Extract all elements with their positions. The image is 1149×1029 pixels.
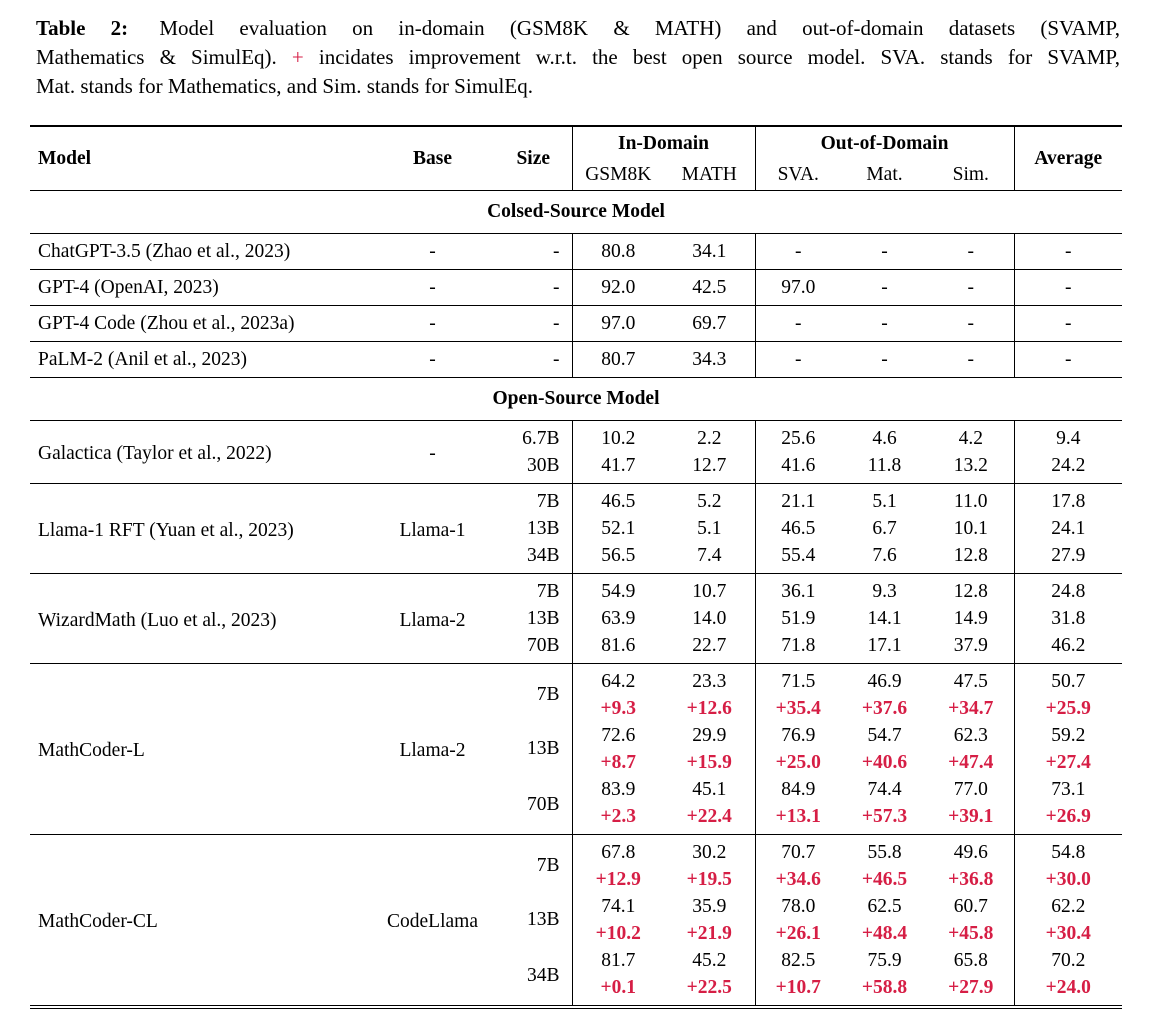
delta-cell: +24.0 <box>1014 974 1122 1007</box>
score-cell: 69.7 <box>664 306 755 342</box>
base-cell: - <box>370 421 495 484</box>
score-cell: 24.8 <box>1014 574 1122 606</box>
caption-text: Mathematics & SimulEq). <box>36 45 277 69</box>
score-cell: 54.7 <box>867 724 902 746</box>
score-cell: 81.6 <box>572 632 664 664</box>
size-cell: 6.7B <box>495 421 572 453</box>
delta-cell: +45.8 <box>948 922 994 944</box>
red-plus-sign: + <box>291 45 304 69</box>
score-cell: 17.1 <box>867 634 902 656</box>
score-cell: - <box>928 342 1014 378</box>
score-cell: 13.2 <box>953 454 988 476</box>
delta-cell: +12.9 <box>572 866 664 893</box>
delta-cell: +10.2 <box>572 920 664 947</box>
delta-cell: +26.9 <box>1014 803 1122 835</box>
caption-line-1 <box>36 14 1120 43</box>
delta-cell: +34.7 <box>948 697 994 719</box>
score-cell: 54.8 <box>1014 835 1122 867</box>
score-cell: 21.1 <box>755 484 841 516</box>
score-cell: 55.4 <box>755 542 841 574</box>
caption-line-2 <box>36 43 1120 72</box>
delta-cell: +13.1 <box>755 803 841 835</box>
delta-cell: +58.8 <box>861 976 908 998</box>
score-cell: 81.7 <box>572 947 664 974</box>
col-header-math: MATH <box>664 160 755 191</box>
section-title: Open-Source Model <box>30 378 1122 421</box>
score-cell: 22.7 <box>692 634 727 656</box>
delta-cell: +34.6 <box>755 866 841 893</box>
table-row <box>30 234 1122 270</box>
delta-cell: +8.7 <box>572 749 664 776</box>
score-cell: - <box>1014 342 1122 378</box>
score-cell: 7.6 <box>872 544 897 566</box>
score-cell: 92.0 <box>572 270 664 306</box>
delta-cell: +30.0 <box>1014 866 1122 893</box>
score-cell: 41.6 <box>755 452 841 484</box>
base-cell: - <box>370 306 495 342</box>
header-row-1 <box>30 126 1122 160</box>
table-row <box>30 421 1122 453</box>
score-cell: 35.9 <box>692 895 727 917</box>
col-header-size: Size <box>495 126 572 191</box>
score-cell: - <box>1014 234 1122 270</box>
col-header-gsm8k: GSM8K <box>572 160 664 191</box>
score-cell: 62.5 <box>867 895 902 917</box>
delta-cell: +22.5 <box>686 976 732 998</box>
delta-cell: +21.9 <box>686 922 732 944</box>
delta-cell: +37.6 <box>861 697 908 719</box>
size-cell: - <box>495 234 572 270</box>
table-body <box>30 191 1122 1008</box>
size-cell: 13B <box>526 517 560 539</box>
score-cell: 9.4 <box>1014 421 1122 453</box>
score-cell: 42.5 <box>664 270 755 306</box>
score-cell: 9.3 <box>841 574 928 606</box>
score-cell: - <box>928 306 1014 342</box>
score-cell: 4.6 <box>841 421 928 453</box>
delta-cell: +25.9 <box>1014 695 1122 722</box>
delta-cell: +35.4 <box>755 695 841 722</box>
score-cell: 34.3 <box>664 342 755 378</box>
score-cell: - <box>928 270 1014 306</box>
model-name-cell: WizardMath (Luo et al., 2023) <box>30 574 370 664</box>
score-cell: 70.7 <box>755 835 841 867</box>
caption-text: incidates improvement w.r.t. the best open source model. SVA. stands for SVAMP, <box>318 45 1120 69</box>
score-cell: 70.2 <box>1014 947 1122 974</box>
model-name-cell: PaLM-2 (Anil et al., 2023) <box>30 342 370 378</box>
score-cell: 74.1 <box>572 893 664 920</box>
score-cell: 11.0 <box>928 484 1014 516</box>
score-cell: 67.8 <box>572 835 664 867</box>
model-name-cell: Llama-1 RFT (Yuan et al., 2023) <box>30 484 370 574</box>
score-cell: - <box>841 342 928 378</box>
caption-text: Model evaluation on in-domain (GSM8K & MATH) and out-of-domain datasets (SVAMP, <box>159 16 1120 40</box>
score-cell: 29.9 <box>692 724 727 746</box>
table-row <box>30 342 1122 378</box>
results-table <box>30 125 1122 1009</box>
score-cell: 14.9 <box>953 607 988 629</box>
delta-cell: +40.6 <box>861 751 908 773</box>
score-cell: 34.1 <box>664 234 755 270</box>
model-name-cell: GPT-4 (OpenAI, 2023) <box>30 270 370 306</box>
score-cell: 77.0 <box>953 778 988 800</box>
base-cell: Llama-1 <box>370 484 495 574</box>
col-header-base: Base <box>370 126 495 191</box>
delta-cell: +46.5 <box>861 868 908 890</box>
score-cell: 83.9 <box>572 776 664 803</box>
section-header-row <box>30 191 1122 234</box>
score-cell: 14.0 <box>692 607 727 629</box>
score-cell: 71.8 <box>755 632 841 664</box>
score-cell: 12.7 <box>692 454 727 476</box>
score-cell: 80.7 <box>572 342 664 378</box>
base-cell: CodeLlama <box>370 835 495 1008</box>
delta-cell: +12.6 <box>686 697 732 719</box>
size-cell: - <box>495 306 572 342</box>
caption-text: Mat. stands for Mathematics, and Sim. stands for SimulEq. <box>36 74 533 98</box>
score-cell: 2.2 <box>664 421 755 453</box>
score-cell: 73.1 <box>1014 776 1122 803</box>
score-cell: 72.6 <box>572 722 664 749</box>
score-cell: 6.7 <box>872 517 897 539</box>
col-group-in-domain: In-Domain <box>572 126 755 160</box>
size-cell: 13B <box>526 909 560 930</box>
score-cell: 55.8 <box>841 835 928 867</box>
table-row <box>30 484 1122 516</box>
score-cell: 64.2 <box>572 664 664 696</box>
table-row <box>30 574 1122 606</box>
score-cell: 52.1 <box>572 515 664 542</box>
table-header <box>30 126 1122 191</box>
delta-cell: +39.1 <box>948 805 994 827</box>
size-cell: 34B <box>526 544 560 566</box>
section-title: Colsed-Source Model <box>30 191 1122 234</box>
delta-cell: +30.4 <box>1014 920 1122 947</box>
table-row <box>30 835 1122 867</box>
score-cell: 46.5 <box>755 515 841 542</box>
size-cell: 7B <box>495 835 572 894</box>
col-group-out-of-domain: Out-of-Domain <box>755 126 1014 160</box>
score-cell: 46.2 <box>1014 632 1122 664</box>
size-cell: 13B <box>526 607 560 629</box>
caption-line-3 <box>36 72 1120 101</box>
score-cell: 10.2 <box>572 421 664 453</box>
score-cell: 45.1 <box>692 778 727 800</box>
base-cell: - <box>370 270 495 306</box>
score-cell: 71.5 <box>755 664 841 696</box>
score-cell: 97.0 <box>755 270 841 306</box>
score-cell: 14.1 <box>867 607 902 629</box>
score-cell: 51.9 <box>755 605 841 632</box>
score-cell: 62.3 <box>953 724 988 746</box>
score-cell: 36.1 <box>755 574 841 606</box>
size-cell: 7B <box>495 664 572 723</box>
table-row <box>30 306 1122 342</box>
score-cell: 80.8 <box>572 234 664 270</box>
score-cell: 78.0 <box>755 893 841 920</box>
score-cell: 54.9 <box>572 574 664 606</box>
col-header-model: Model <box>30 126 370 191</box>
score-cell: - <box>841 306 928 342</box>
model-name-cell: Galactica (Taylor et al., 2022) <box>30 421 370 484</box>
col-header-simuleq: Sim. <box>928 160 1014 191</box>
score-cell: 74.4 <box>867 778 902 800</box>
score-cell: 56.5 <box>572 542 664 574</box>
delta-cell: +0.1 <box>572 974 664 1007</box>
score-cell: 97.0 <box>572 306 664 342</box>
score-cell: 76.9 <box>755 722 841 749</box>
score-cell: 41.7 <box>572 452 664 484</box>
score-cell: 62.2 <box>1014 893 1122 920</box>
base-cell: - <box>370 342 495 378</box>
table-caption <box>36 14 1120 101</box>
delta-cell: +22.4 <box>686 805 732 827</box>
delta-cell: +57.3 <box>861 805 908 827</box>
model-name-cell: GPT-4 Code (Zhou et al., 2023a) <box>30 306 370 342</box>
model-name-cell: MathCoder-L <box>30 664 370 835</box>
score-cell: 84.9 <box>755 776 841 803</box>
base-cell: - <box>370 234 495 270</box>
score-cell: - <box>755 306 841 342</box>
delta-cell: +19.5 <box>686 868 732 890</box>
score-cell: 10.7 <box>664 574 755 606</box>
score-cell: 45.2 <box>692 949 727 971</box>
score-cell: 75.9 <box>867 949 902 971</box>
size-cell: 30B <box>526 454 560 476</box>
model-name-cell: MathCoder-CL <box>30 835 370 1008</box>
score-cell: 59.2 <box>1014 722 1122 749</box>
delta-cell: +25.0 <box>755 749 841 776</box>
score-cell: 31.8 <box>1014 605 1122 632</box>
size-cell: 13B <box>526 738 560 759</box>
score-cell: 7.4 <box>697 544 722 566</box>
score-cell: 4.2 <box>928 421 1014 453</box>
size-cell: 70B <box>526 634 560 656</box>
base-cell: Llama-2 <box>370 574 495 664</box>
score-cell: 30.2 <box>664 835 755 867</box>
col-header-average: Average <box>1014 126 1122 191</box>
size-cell: - <box>495 342 572 378</box>
score-cell: 17.8 <box>1014 484 1122 516</box>
score-cell: 25.6 <box>755 421 841 453</box>
score-cell: 46.9 <box>841 664 928 696</box>
score-cell: 47.5 <box>928 664 1014 696</box>
score-cell: - <box>1014 270 1122 306</box>
delta-cell: +47.4 <box>948 751 994 773</box>
score-cell: 49.6 <box>928 835 1014 867</box>
score-cell: 11.8 <box>867 454 902 476</box>
score-cell: 37.9 <box>953 634 988 656</box>
score-cell: - <box>928 234 1014 270</box>
score-cell: 5.2 <box>664 484 755 516</box>
delta-cell: +26.1 <box>755 920 841 947</box>
score-cell: 27.9 <box>1014 542 1122 574</box>
delta-cell: +36.8 <box>948 868 994 890</box>
size-cell: 7B <box>495 574 572 606</box>
score-cell: 5.1 <box>841 484 928 516</box>
table-row <box>30 664 1122 696</box>
base-cell: Llama-2 <box>370 664 495 835</box>
score-cell: 82.5 <box>755 947 841 974</box>
delta-cell: +10.7 <box>755 974 841 1007</box>
delta-cell: +27.9 <box>948 976 994 998</box>
score-cell: 10.1 <box>953 517 988 539</box>
delta-cell: +15.9 <box>686 751 732 773</box>
size-cell: - <box>495 270 572 306</box>
score-cell: 12.8 <box>953 544 988 566</box>
score-cell: - <box>755 342 841 378</box>
delta-cell: +27.4 <box>1014 749 1122 776</box>
score-cell: 23.3 <box>664 664 755 696</box>
score-cell: - <box>841 270 928 306</box>
caption-label: Table 2: <box>36 16 129 40</box>
model-name-cell: ChatGPT-3.5 (Zhao et al., 2023) <box>30 234 370 270</box>
table-row <box>30 270 1122 306</box>
score-cell: - <box>841 234 928 270</box>
score-cell: 60.7 <box>953 895 988 917</box>
score-cell: 24.1 <box>1014 515 1122 542</box>
score-cell: 12.8 <box>928 574 1014 606</box>
score-cell: 65.8 <box>953 949 988 971</box>
delta-cell: +48.4 <box>861 922 908 944</box>
score-cell: 50.7 <box>1014 664 1122 696</box>
size-cell: 34B <box>526 965 560 986</box>
delta-cell: +9.3 <box>572 695 664 722</box>
score-cell: 46.5 <box>572 484 664 516</box>
score-cell: 24.2 <box>1014 452 1122 484</box>
size-cell: 7B <box>495 484 572 516</box>
score-cell: - <box>1014 306 1122 342</box>
score-cell: 63.9 <box>572 605 664 632</box>
score-cell: 5.1 <box>697 517 722 539</box>
col-header-svamp: SVA. <box>755 160 841 191</box>
col-header-mathematics: Mat. <box>841 160 928 191</box>
size-cell: 70B <box>526 794 560 815</box>
section-header-row <box>30 378 1122 421</box>
score-cell: - <box>755 234 841 270</box>
delta-cell: +2.3 <box>572 803 664 835</box>
